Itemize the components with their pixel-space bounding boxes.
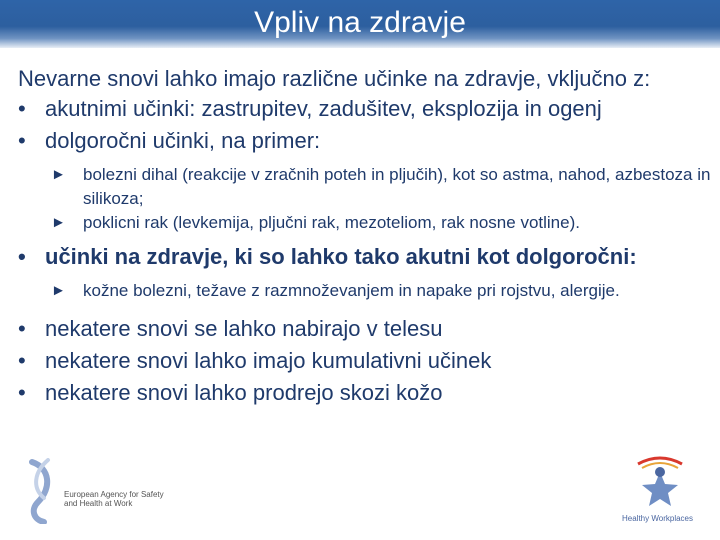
bullet-accumulate-text: nekatere snovi se lahko nabirajo v telesu [45,316,443,341]
arrow-icon: ► [51,214,66,231]
intro-text: Nevarne snovi lahko imajo različne učinke na zdravje, vključno z: [18,66,651,91]
bullet-both [18,241,718,273]
eu-osha-logo [22,458,172,528]
title-bar [0,0,720,48]
bullet-dot: • [18,128,26,153]
bullet-cumulative [18,345,718,377]
arrow-icon: ► [51,166,66,183]
bullet-acute [18,93,718,125]
healthy-workplaces-logo [612,450,712,534]
bullet-acute-text: akutnimi učinki: zastrupitev, zadušitev, eksplozija in ogenj [45,96,602,121]
sub-respiratory-text: bolezni dihal (reakcije v zračnih poteh in pljučih), kot so astma, nahod, azbestoza in silikoza; [83,165,711,208]
bullet-accumulate [18,313,718,345]
slide-content [18,64,718,409]
sub-skin-text: kožne bolezni, težave z razmnoževanjem in napake pri rojstvu, alergije. [83,281,620,300]
eu-osha-emblem-icon [22,458,62,524]
bullet-both-text: učinki na zdravje, ki so lahko tako akutni kot dolgoročni: [45,244,637,269]
sub-respiratory [18,163,718,211]
bullet-dot: • [18,96,26,121]
bullet-dot: • [18,316,26,341]
sub-cancer-text: poklicni rak (levkemija, pljučni rak, mezoteliom, rak nosne votline). [83,213,580,232]
bullet-dot: • [18,380,26,405]
bullet-dot: • [18,348,26,373]
eu-osha-logo-text: European Agency for Safety and Health at Work [64,490,164,508]
bullet-chronic-text: dolgoročni učinki, na primer: [45,128,321,153]
bullet-skin-penetration-text: nekatere snovi lahko prodrejo skozi kožo [45,380,443,405]
bullet-chronic [18,125,718,157]
healthy-workplaces-text: Healthy Workplaces [622,514,693,523]
bullet-skin-penetration [18,377,718,409]
bullet-cumulative-text: nekatere snovi lahko imajo kumulativni učinek [45,348,492,373]
sub-skin [18,279,718,303]
healthy-workplaces-star-icon [630,450,690,512]
arrow-icon: ► [51,282,66,299]
sub-cancer [18,211,718,235]
slide-title: Vpliv na zdravje [254,6,466,39]
bullet-dot: • [18,244,26,269]
